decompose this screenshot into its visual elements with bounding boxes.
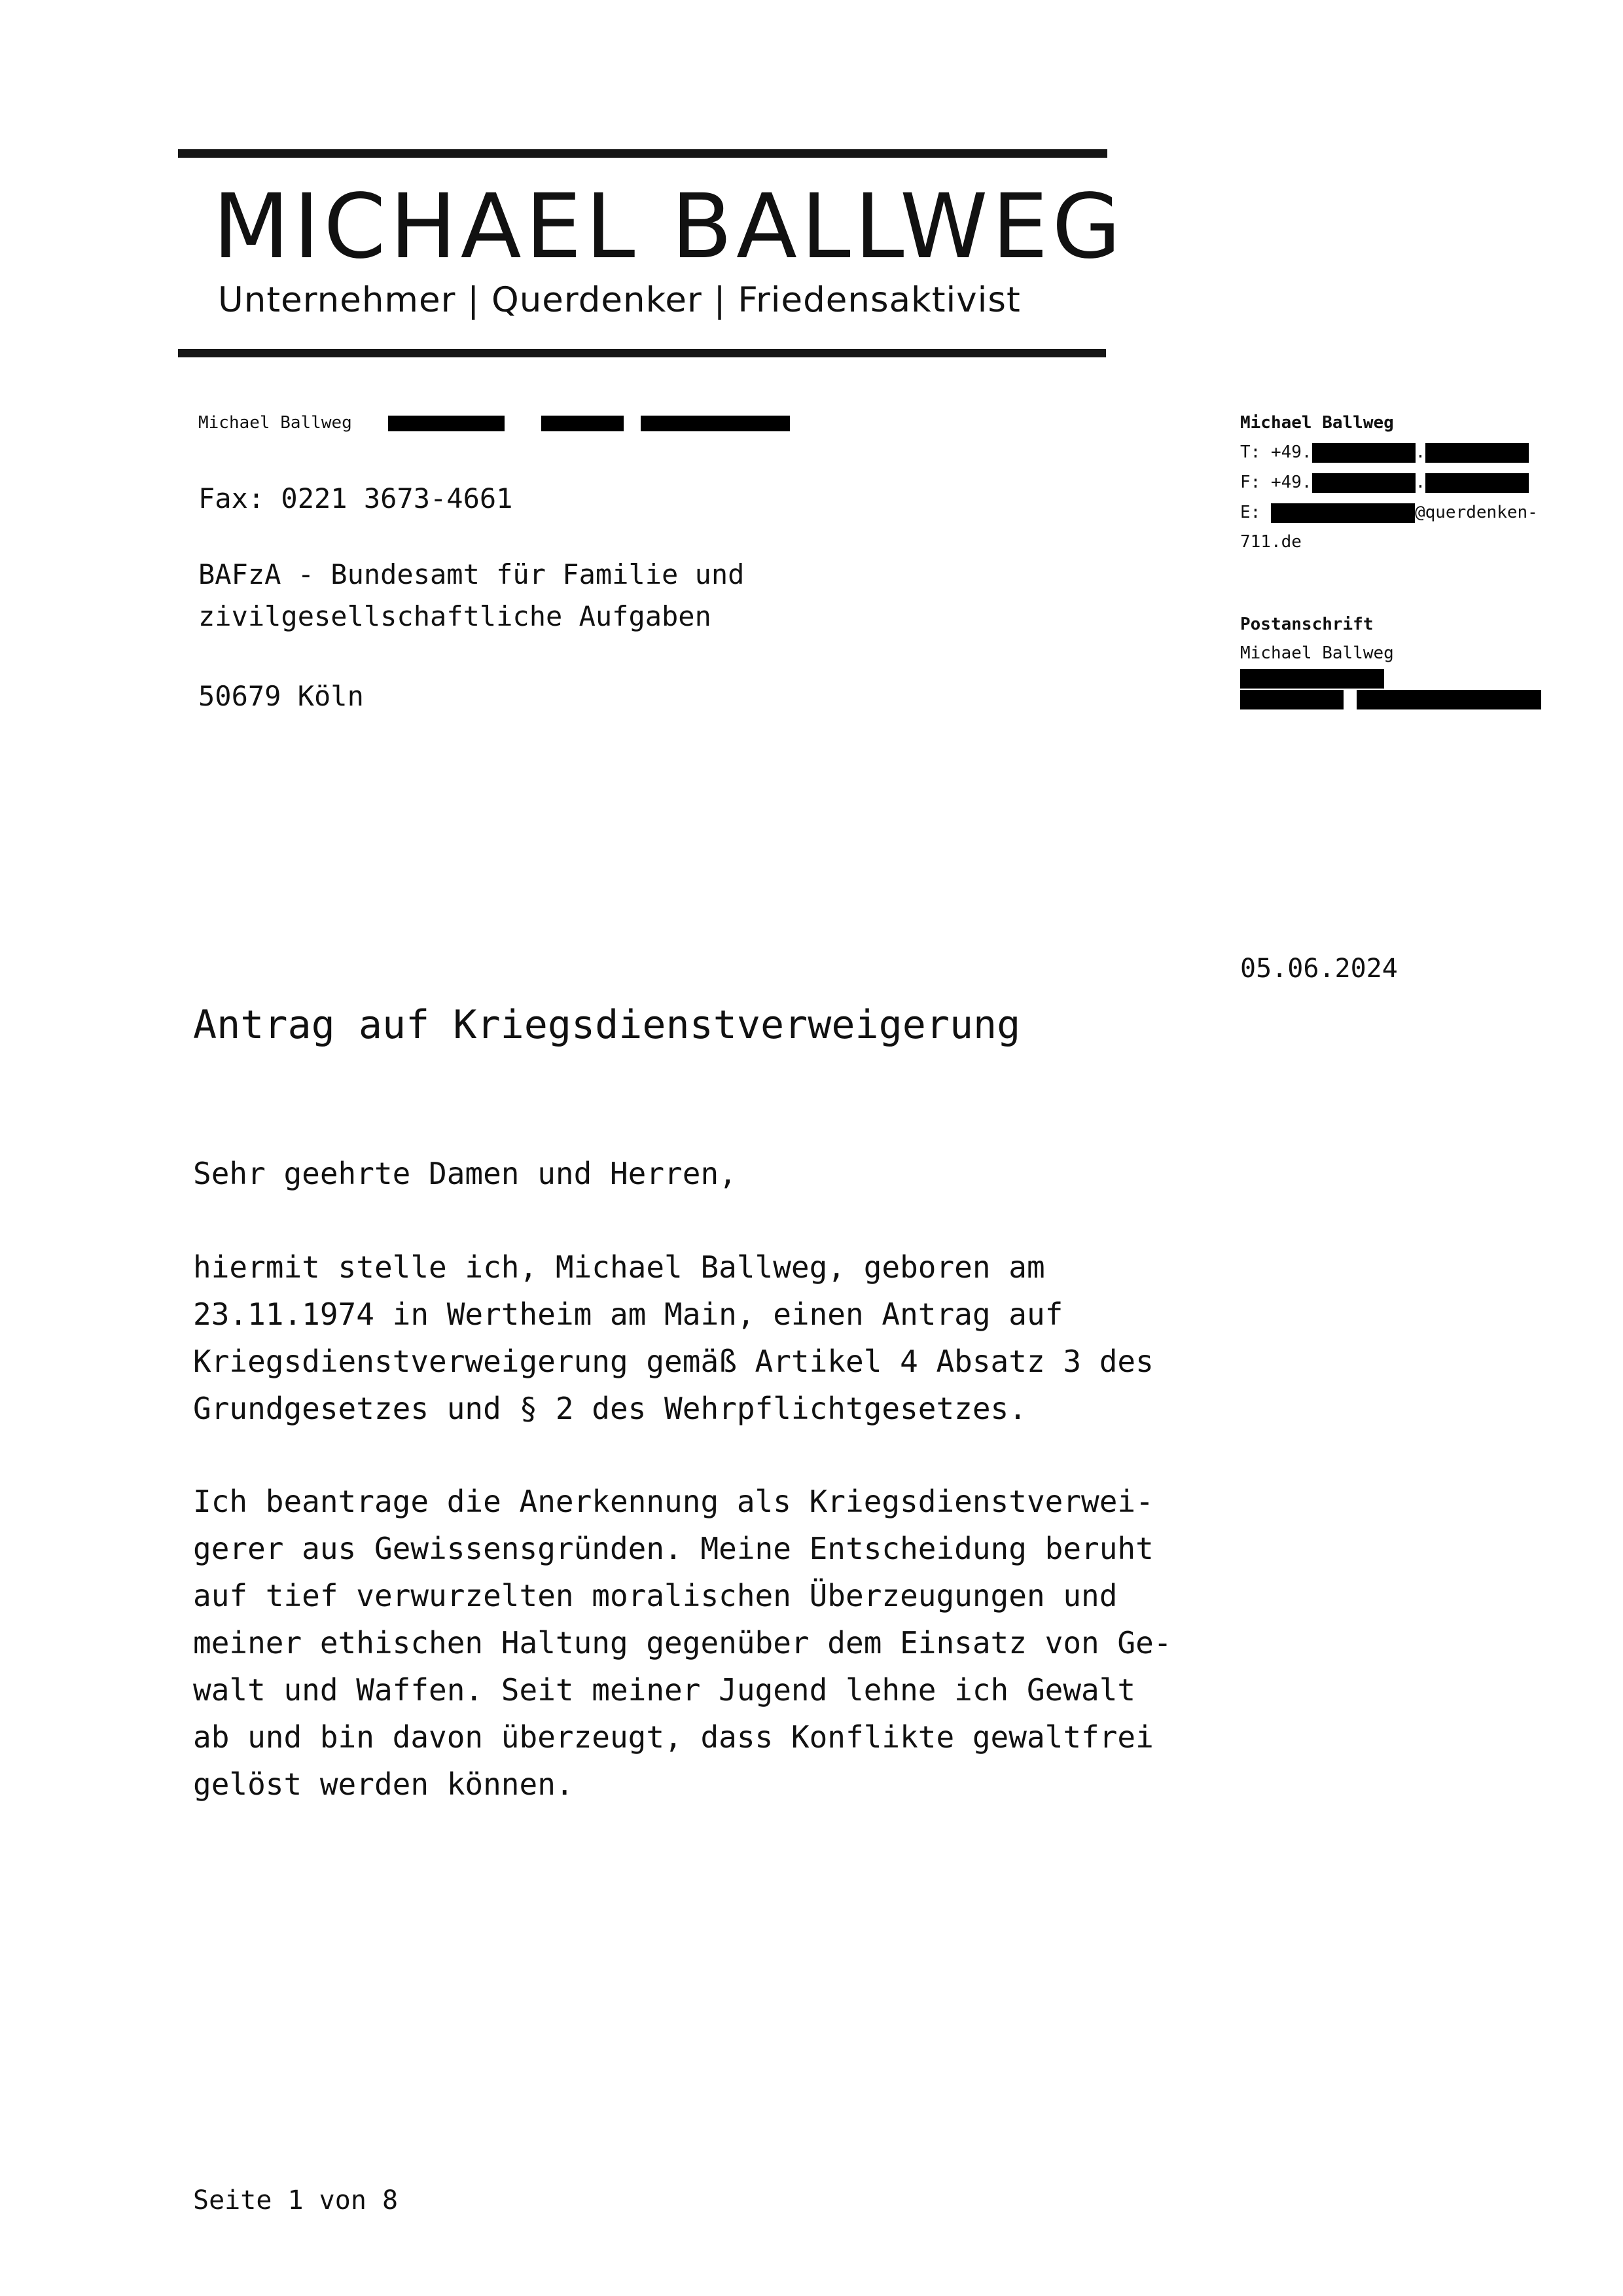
recipient-org-line2: zivilgesellschaftliche Aufgaben [198,600,711,632]
contact-name: Michael Ballweg [1240,413,1394,433]
paragraph-2-line: ab und bin davon überzeugt, dass Konflikte gewaltfrei [193,1719,1154,1755]
redacted-email-user [1271,503,1415,523]
paragraph-2-line: meiner ethischen Haltung gegenüber dem Einsatz von Ge- [193,1625,1172,1660]
recipient-fax: Fax: 0221 3673-4661 [198,482,513,514]
sender-return-name: Michael Ballweg [198,413,352,433]
contact-email-domain-cont: 711.de [1240,532,1302,552]
contact-fax-prefix: F: +49. [1240,473,1312,492]
redacted-postal-postcode [1240,690,1344,709]
paragraph-1-line: hiermit stelle ich, Michael Ballweg, geboren am [193,1249,1045,1285]
recipient-org-line1: BAFzA - Bundesamt für Familie und [198,558,745,590]
redacted-postal-street [1240,669,1384,689]
paragraph-1-line: 23.11.1974 in Wertheim am Main, einen Antrag auf [193,1297,1063,1332]
redacted-postal-city [1357,690,1541,709]
paragraph-1-line: Kriegsdienstverweigerung gemäß Artikel 4 Absatz 3 des [193,1344,1154,1379]
body-paragraph-1 [193,1244,1154,1432]
redacted-fax-part1 [1312,473,1416,493]
contact-email-domain: @querdenken- [1414,503,1538,522]
redacted-street [388,416,505,431]
paragraph-2-line: gelöst werden können. [193,1767,574,1802]
letter-date: 05.06.2024 [1240,954,1398,984]
paragraph-2-line: auf tief verwurzelten moralischen Überzeugungen und [193,1578,1118,1613]
letterhead-tagline: Unternehmer | Querdenker | Friedensaktivist [218,280,1021,320]
postal-name: Michael Ballweg [1240,643,1394,663]
contact-fax: F: +49. . [1240,467,1538,497]
redacted-fax-part2 [1425,473,1529,493]
letter-subject: Antrag auf Kriegsdienstverweigerung [193,1002,1021,1048]
paragraph-2-line: walt und Waffen. Seit meiner Jugend lehne ich Gewalt [193,1672,1136,1708]
contact-email-prefix: E: [1240,503,1271,522]
postal-heading: Postanschrift [1240,615,1374,634]
postal-block [1240,610,1541,709]
paragraph-2-line: gerer aus Gewissensgründen. Meine Entscheidung beruht [193,1531,1154,1566]
redacted-city [641,416,790,431]
redacted-phone-part1 [1312,443,1416,463]
contact-block [1240,408,1538,556]
redacted-phone-part2 [1425,443,1529,463]
letterhead-name: MICHAEL BALLWEG [213,175,1125,279]
paragraph-2-line: Ich beantrage die Anerkennung als Kriegsdienstverwei- [193,1484,1154,1519]
redacted-postcode [541,416,624,431]
letterhead-bottom-rule [178,349,1106,357]
postal-street [1240,668,1541,689]
salutation: Sehr geehrte Damen und Herren, [193,1156,737,1191]
body-paragraph-2 [193,1478,1172,1808]
recipient-address [198,554,744,637]
paragraph-1-line: Grundgesetzes und § 2 des Wehrpflichtgesetzes. [193,1391,1027,1426]
recipient-city: 50679 Köln [198,680,364,712]
page-number: Seite 1 von 8 [193,2185,399,2215]
sender-return-line [198,408,790,437]
contact-email [1240,497,1538,528]
contact-phone-prefix: T: +49. [1240,442,1312,462]
postal-city [1240,689,1541,709]
letterhead-top-rule [178,149,1107,158]
contact-phone: T: +49. . [1240,437,1538,467]
